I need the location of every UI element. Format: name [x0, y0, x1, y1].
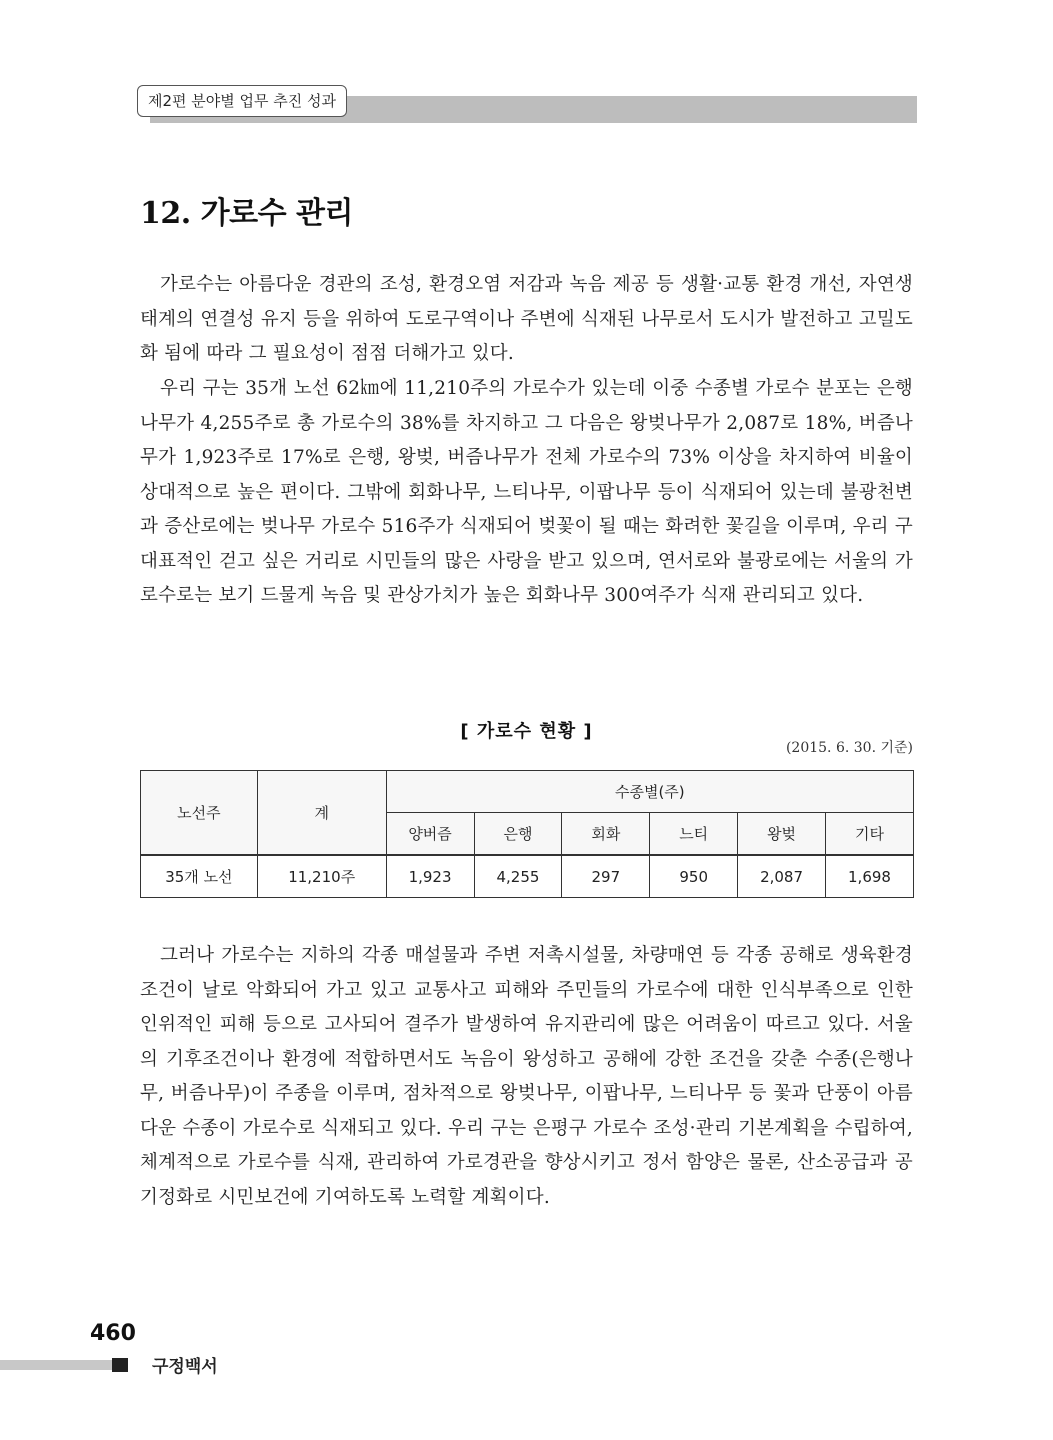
header-species: 왕벚 [738, 813, 826, 856]
section-title: 12. 가로수 관리 [140, 196, 353, 231]
cell-value: 297 [562, 855, 650, 898]
table-row [141, 855, 914, 898]
table-caption: [ 가로수 현황 ] [460, 721, 593, 742]
paragraph-intro: 가로수는 아름다운 경관의 조성, 환경오염 저감과 녹음 제공 등 생활·교통 환경 개선, 자연생태계의 연결성 유지 등을 위하여 도로구역이나 주변에 식재된 나무로서 도시가 발전하고 고밀도화 됨에 따라 그 필요성이 점점 더해가고 있다. [140, 274, 913, 364]
street-tree-status-table [140, 770, 914, 898]
cell-route: 35개 노선 [141, 855, 258, 898]
cell-value: 2,087 [738, 855, 826, 898]
header-total: 계 [257, 771, 386, 856]
footer-block [112, 1358, 128, 1372]
header-route: 노선주 [141, 771, 258, 856]
cell-value: 1,698 [826, 855, 914, 898]
table-date-note: (2015. 6. 30. 기준) [785, 740, 913, 756]
footer-label: 구정백서 [152, 1357, 218, 1377]
paragraph-management: 그러나 가로수는 지하의 각종 매설물과 주변 저촉시설물, 차량매연 등 각종 공해로 생육환경 조건이 날로 악화되어 가고 있고 교통사고 피해와 주민들의 가로수에 대한 인식부족으로 인한 인위적인 피해 등으로 고사되어 결주가 발생하여 유지관리에 많은 어려움이 따르고 있다. 서울의 기후조건이나 환경에 적합하면서도 녹음이 왕성하고 공해에 강한 조건을 갖춘 수종(은행나무, 버즘나무)이 주종을 이루며, 점차적으로 왕벚나무, 이팝나무, 느티나무 등 꽃과 단풍이 아름다운 수종이 가로수로 식재되고 있다. 우리 구는 은평구 가로수 조성·관리 기본계획을 수립하여, 체계적으로 가로수를 식재, 관리하여 가로경관을 향상시키고 정서 함양은 물론, 산소공급과 공기정화로 시민보건에 기여하도록 노력할 계획이다. [140, 945, 913, 1208]
header-species: 회화 [562, 813, 650, 856]
header-species: 양버즘 [386, 813, 474, 856]
page-number: 460 [90, 1321, 136, 1346]
header-species-group: 수종별(주) [386, 771, 913, 813]
cell-total: 11,210주 [257, 855, 386, 898]
header-species: 기타 [826, 813, 914, 856]
cell-value: 1,923 [386, 855, 474, 898]
header-species: 은행 [474, 813, 562, 856]
footer-bar [0, 1360, 112, 1370]
cell-value: 4,255 [474, 855, 562, 898]
section-tab: 제2편 분야별 업무 추진 성과 [137, 85, 347, 117]
header-species: 느티 [650, 813, 738, 856]
paragraph-distribution: 우리 구는 35개 노선 62㎞에 11,210주의 가로수가 있는데 이중 수종별 가로수 분포는 은행나무가 4,255주로 총 가로수의 38%를 차지하고 그 다음은 왕벚나무가 2,087로 18%, 버즘나무가 1,923주로 17%로 은행, 왕벚, 버즘나무가 전체 가로수의 73% 이상을 차지하여 비율이 상대적으로 높은 편이다. 그밖에 회화나무, 느티나무, 이팝나무 등이 식재되어 있는데 불광천변과 증산로에는 벚나무 가로수 516주가 식재되어 벚꽃이 될 때는 화려한 꽃길을 이루며, 우리 구 대표적인 걷고 싶은 거리로 시민들의 많은 사랑을 받고 있으며, 연서로와 불광로에는 서울의 가로수로는 보기 드물게 녹음 및 관상가치가 높은 회화나무 300여주가 식재 관리되고 있다. [140, 378, 913, 606]
cell-value: 950 [650, 855, 738, 898]
